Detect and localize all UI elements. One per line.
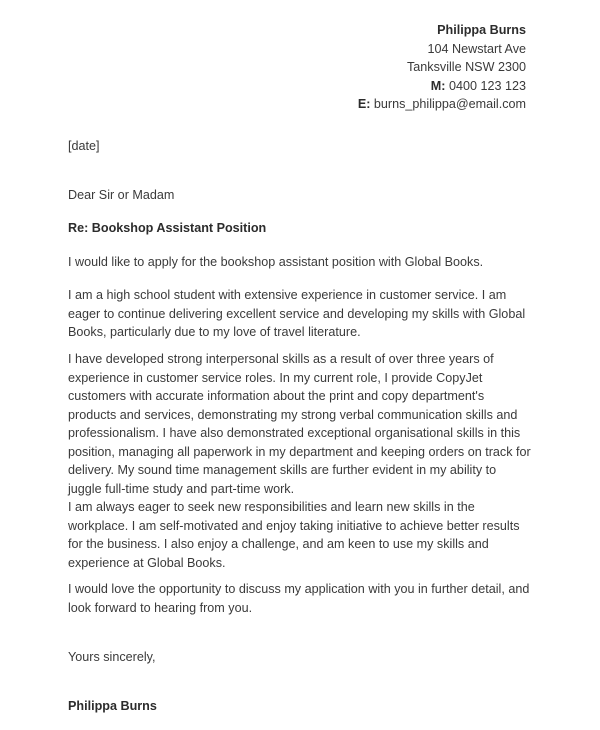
sender-city: Tanksville NSW 2300 — [407, 60, 526, 74]
signature-name: Philippa Burns — [68, 699, 157, 713]
paragraph-intro: I would like to apply for the bookshop assistant position with Global Books. — [68, 255, 484, 269]
closing-phrase: Yours sincerely, — [68, 650, 156, 664]
salutation: Dear Sir or Madam — [68, 188, 175, 202]
sender-mobile: 0400 123 123 — [448, 78, 526, 93]
mobile-label: M: — [430, 78, 446, 93]
sender-name: Philippa Burns — [437, 23, 526, 37]
paragraph-motivation: I am always eager to seek new responsibilities and learn new skills in the workplace. I am self-motivated and enjoy taking initiative to achieve better results for the business. I also enjoy a challenge, and am keen to use my skills and experience at Global Books. — [68, 500, 520, 570]
sender-email: burns_philippa@email.com — [373, 97, 526, 111]
sender-email-line — [358, 95, 526, 114]
paragraph-closing: I would love the opportunity to discuss my application with you in further detail, and look forward to hearing from you. — [68, 582, 530, 615]
sender-street: 104 Newstart Ave — [427, 41, 526, 56]
paragraph-background: I am a high school student with extensive experience in customer service. I am eager to continue delivering excellent service and developing my skills with Global Books, particularly due to my love of travel literature. — [68, 288, 526, 339]
paragraph-skills: I have developed strong interpersonal skills as a result of over three years of experience in customer service roles. In my current role, I provide CopyJet customers with accurate information about the print and copy department's products and services, demonstrating my strong verbal communication skills and professionalism. I have also demonstrated exceptional organisational skills in this position, managing all paperwork in my department and keeping orders on track for delivery. My sound time management skills are further evident in my ability to juggle full-time study and part-time work. — [68, 352, 531, 496]
sender-mobile-line — [358, 77, 526, 96]
sender-address-block — [358, 21, 526, 114]
subject-line: Re: Bookshop Assistant Position — [68, 221, 267, 235]
letter-date: [date] — [68, 139, 100, 153]
email-label: E: — [357, 97, 371, 111]
